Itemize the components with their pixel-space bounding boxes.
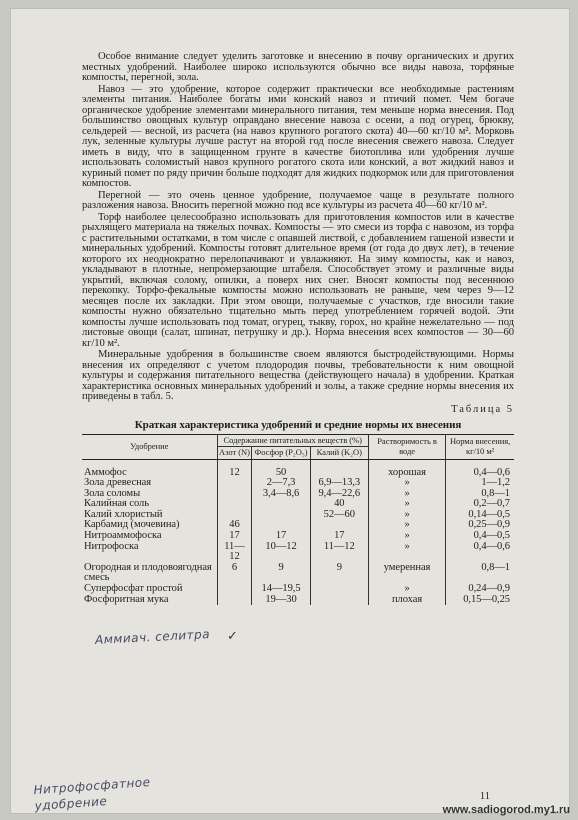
cell-nitrogen bbox=[217, 584, 252, 595]
cell-phosphorus: 19—30 bbox=[252, 595, 310, 606]
check-mark-icon: ✓ bbox=[227, 628, 238, 643]
cell-rate: 0,2—0,7 bbox=[473, 498, 510, 510]
cell-solubility: хорошая bbox=[368, 459, 445, 478]
cell-phosphorus: 3,4—8,6 bbox=[252, 489, 310, 500]
handwritten-note-nitrophosphate bbox=[33, 774, 152, 814]
cell-potassium bbox=[310, 595, 368, 606]
cell-fertilizer-name: Калийная соль bbox=[82, 499, 217, 510]
table-row bbox=[82, 459, 514, 478]
book-page bbox=[10, 8, 570, 814]
cell-nitrogen: 17 bbox=[217, 531, 252, 542]
cell-fertilizer-name: Зола древесная bbox=[82, 478, 217, 489]
cell-phosphorus: 2—7,3 bbox=[252, 478, 310, 489]
cell-solubility: » bbox=[368, 489, 445, 500]
header-solubility: Растворимость в воде bbox=[368, 434, 445, 459]
cell-solubility: » bbox=[368, 478, 445, 489]
cell-nitrogen bbox=[217, 489, 252, 500]
table-row bbox=[82, 531, 514, 542]
paragraph-humus: Перегной — это очень ценное удобрение, получаемое чаще в результате полного разложения навоза. Вносить перегной можно под все культуры из расчета 40—60 кг/10 м². bbox=[82, 189, 514, 211]
cell-solubility: » bbox=[368, 510, 445, 521]
cell-potassium bbox=[310, 584, 368, 595]
cell-rate: 1—1,2 bbox=[481, 477, 510, 489]
cell-fertilizer-name: Суперфосфат простой bbox=[82, 584, 217, 595]
header-nutrient-content: Содержание питательных веществ (%) bbox=[217, 434, 368, 447]
cell-fertilizer-name: Нитрофоска bbox=[82, 542, 217, 563]
cell-rate: 0,8—1 bbox=[481, 487, 510, 499]
cell-fertilizer-name: Зола соломы bbox=[82, 489, 217, 500]
cell-nitrogen bbox=[217, 478, 252, 489]
paragraph-intro: Особое внимание следует уделить заготовке и внесению в почву органических и других местных удобрений. Наиболее широко используются обычно все виды навоза, торфяные компосты, перегной, зола. bbox=[82, 51, 514, 83]
cell-nitrogen: 46 bbox=[217, 520, 252, 531]
cell-potassium bbox=[310, 459, 368, 478]
cell-rate: 0,25—0,9 bbox=[468, 519, 510, 531]
table-row bbox=[82, 595, 514, 606]
cell-solubility: » bbox=[368, 520, 445, 531]
watermark-url: www.sadiogorod.my1.ru bbox=[442, 804, 570, 816]
cell-fertilizer-name: Огородная и плодовоягодная смесь bbox=[82, 563, 217, 584]
cell-solubility: плохая bbox=[368, 595, 445, 606]
cell-fertilizer-name: Нитроаммофоска bbox=[82, 531, 217, 542]
cell-potassium: 6,9—13,3 bbox=[310, 478, 368, 489]
cell-fertilizer-name: Аммофос bbox=[82, 459, 217, 478]
cell-nitrogen: 6 bbox=[217, 563, 252, 584]
cell-nitrogen: 12 bbox=[217, 459, 252, 478]
cell-solubility: умеренная bbox=[368, 563, 445, 584]
cell-nitrogen bbox=[217, 595, 252, 606]
cell-rate: 0,15—0,25 bbox=[463, 593, 510, 605]
cell-nitrogen: 11—12 bbox=[217, 542, 252, 563]
table-row bbox=[82, 563, 514, 584]
cell-fertilizer-name: Калий хлористый bbox=[82, 510, 217, 521]
paragraph-manure: Навоз — это удобрение, которое содержит практически все необходимые растениям элементы питания. Наиболее богаты ими конский навоз и птичий помет. Чем богаче органическое удобрение элементами минерального питания, тем меньше норма внесения. Под большинство овощных культур оправдано внесение навоза с осени, а под огурец, брюкву, сельдерей — весной, из расчета (на навоз крупного рогатого скота) 40—60 кг/10 м². Морковь лук, зеленные культуры лучше растут на второй год после внесения свежего навоза. Следует иметь в виду, что в защищенном грунте в качестве биотоплива или удобрения лучше использовать соломистый навоз крупного рогатого скота или конский, а вот жидкий навоз и куриный помет по ряду причин больше подходят для жидких подкормок или для приготовления компостов. bbox=[82, 83, 514, 189]
cell-fertilizer-name: Фосфоритная мука bbox=[82, 595, 217, 606]
handwritten-line: удобрение bbox=[34, 794, 108, 814]
header-phosphorus: Фосфор (P₂O₅) bbox=[252, 447, 310, 460]
cell-phosphorus: 10—12 bbox=[252, 542, 310, 563]
cell-phosphorus: 50 bbox=[252, 459, 310, 478]
table-row bbox=[82, 542, 514, 563]
fertilizer-table bbox=[82, 434, 514, 606]
cell-potassium: 9,4—22,6 bbox=[310, 489, 368, 500]
cell-solubility: » bbox=[368, 531, 445, 542]
header-fertilizer: Удобрение bbox=[82, 434, 217, 459]
cell-solubility: » bbox=[368, 499, 445, 510]
cell-nitrogen bbox=[217, 499, 252, 510]
paragraph-peat-compost: Торф наиболее целесообразно использовать для приготовления компостов или в качестве рыхлящего материала на тяжелых почвах. Компосты — это смеси из торфа с навозом, из торфа с растительными остатками, в том числе с опавшей листвой, с добавлением гашеной извести и минеральных удобрений. Компосты готовят длительное время (от года до двух лет), в течение которого их неоднократно перелопачивают и увлажняют. На зиму компосты, как и навоз, укладывают в плотные, непромерзающие штабеля. Способствует этому и различные виды укрытий, включая солому, опилки, а поверх них снег. Вносят компосты под весеннюю перекопку. Торфо-фекальные компосты можно использовать не раньше, чем через 9—12 месяцев после их закладки. При этом овощи, получаемые с участков, где вносили такие компосты нужно обязательно тщательно мыть перед употреблением горячей водой. Эти компосты лучше использовать под томат, огурец, тыкву, горох, но крайне нежелательно — под листовые овощи (салат, шпинат, петрушку и др.). Норма внесения всех компостов — 30—60 кг/10 м². bbox=[82, 211, 514, 349]
table-label: Таблица 5 bbox=[451, 403, 514, 415]
cell-rate: 0,14—0,5 bbox=[468, 508, 510, 520]
cell-rate: 0,24—0,9 bbox=[468, 583, 510, 595]
cell-phosphorus: 17 bbox=[252, 531, 310, 542]
cell-potassium: 17 bbox=[310, 531, 368, 542]
paragraph-mineral: Минеральные удобрения в большинстве своем являются быстродействующими. Нормы внесения их определяют с учетом плодородия почвы, требовательности к ним овощной культуры и содержания питательного вещества (действующего начала) в удобрении. Краткая характеристика основных минеральных удобрений и золы, а также средние нормы внесения их приведены в табл. 5. bbox=[82, 349, 514, 402]
handwritten-line: Нитрофосфатное bbox=[33, 774, 151, 798]
cell-potassium: 52—60 bbox=[310, 510, 368, 521]
cell-fertilizer-name: Карбамид (мочевина) bbox=[82, 520, 217, 531]
handwritten-note-ammonium-nitrate: Аммиач. селитра bbox=[94, 626, 211, 648]
cell-potassium: 9 bbox=[310, 563, 368, 584]
cell-phosphorus: 9 bbox=[252, 563, 310, 584]
cell-phosphorus: 14—19,5 bbox=[252, 584, 310, 595]
header-potassium: Калий (K₂O) bbox=[310, 447, 368, 460]
cell-potassium: 11—12 bbox=[310, 542, 368, 563]
header-nitrogen: Азот (N) bbox=[217, 447, 252, 460]
cell-rate: 0,4—0,6 bbox=[473, 540, 510, 552]
table-title: Краткая характеристика удобрений и средние нормы их внесения bbox=[134, 419, 462, 431]
cell-rate: 0,8—1 bbox=[481, 561, 510, 573]
cell-rate: 0,4—0,5 bbox=[473, 530, 510, 542]
cell-phosphorus bbox=[252, 510, 310, 521]
page-number: 11 bbox=[479, 791, 490, 802]
cell-solubility: » bbox=[368, 584, 445, 595]
cell-solubility: » bbox=[368, 542, 445, 563]
cell-potassium: 40 bbox=[310, 499, 368, 510]
header-rate: Норма внесения, кг/10 м² bbox=[446, 434, 514, 459]
cell-phosphorus bbox=[252, 499, 310, 510]
cell-rate: 0,4—0,6 bbox=[473, 466, 510, 478]
page-content bbox=[82, 52, 514, 605]
